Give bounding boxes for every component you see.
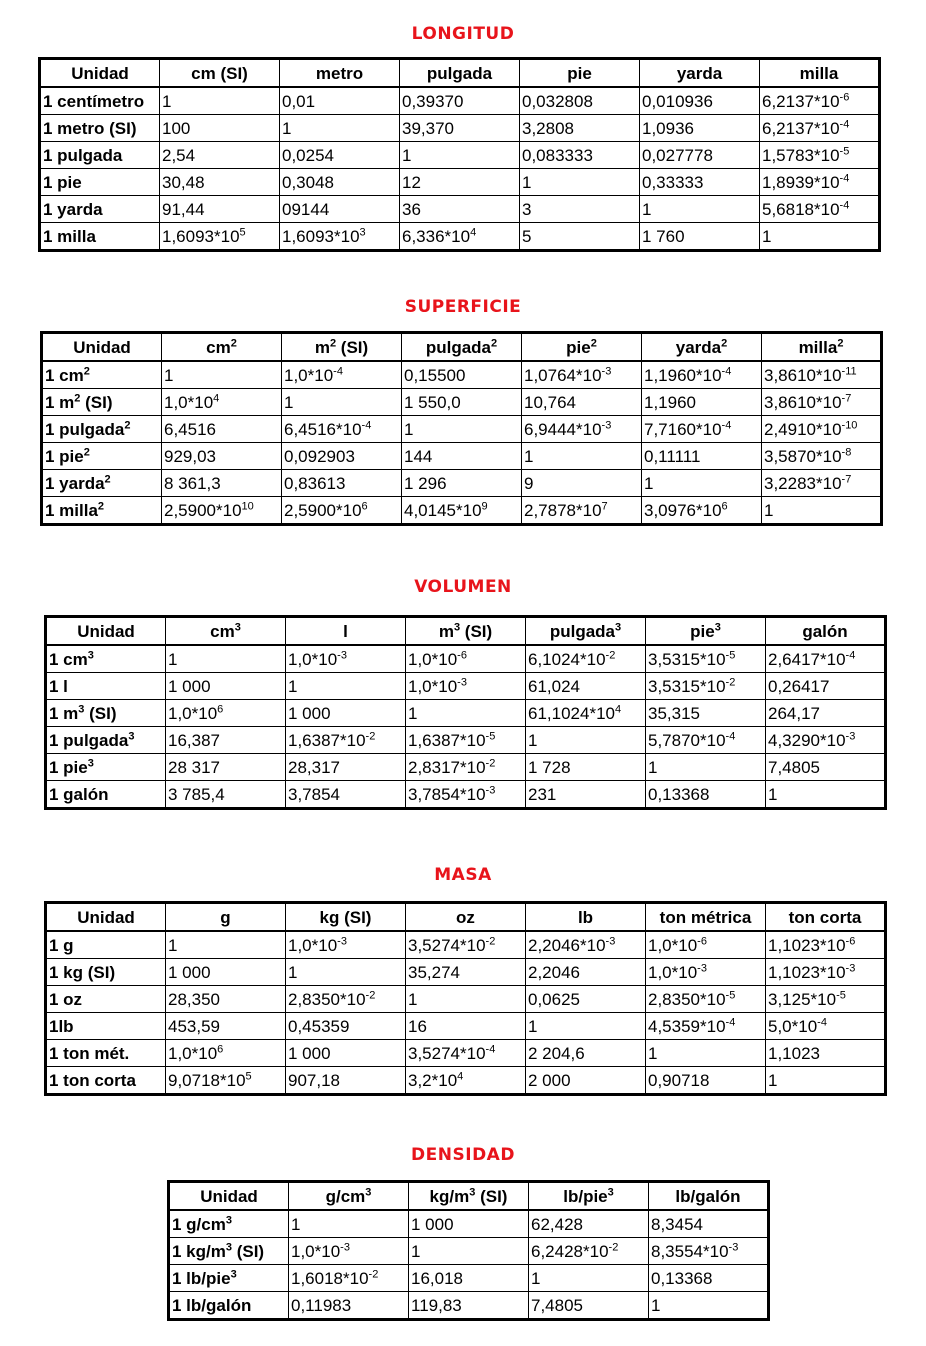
table-cell: $3,0976*10^6$: [642, 497, 762, 525]
table-cell: 0,90718: [646, 1067, 766, 1095]
column-header: g: [166, 903, 286, 932]
table-cell: $3,2*10^4$: [406, 1067, 526, 1095]
row-label: 1 oz: [46, 986, 166, 1013]
table-cell: $1,0*10^{-3}$: [289, 1238, 409, 1265]
table-cell: $1,6093*10^5$: [160, 223, 280, 251]
table-row: [46, 645, 886, 673]
column-header: pulgada$^3$: [526, 617, 646, 646]
table-cell: 1: [280, 115, 400, 142]
table-cell: $1,1960*10^{-4}$: [642, 361, 762, 389]
table-cell: 2,2046: [526, 959, 646, 986]
column-header: metro: [280, 59, 400, 88]
table-cell: 0,010936: [640, 87, 760, 115]
column-header: kg (SI): [286, 903, 406, 932]
table-cell: 1: [409, 1238, 529, 1265]
column-header: oz: [406, 903, 526, 932]
table-cell: 231: [526, 781, 646, 809]
row-label: 1 yarda$^2$: [42, 470, 162, 497]
table-cell: 1 000: [166, 673, 286, 700]
table-cell: 0,13368: [646, 781, 766, 809]
table-cell: 1: [760, 223, 880, 251]
table-cell: $1,0*10^{-6}$: [406, 645, 526, 673]
table-cell: $3,125*10^{-5}$: [766, 986, 886, 1013]
table-row: [40, 87, 880, 115]
row-label: 1 yarda: [40, 196, 160, 223]
masa-table: [44, 901, 887, 1096]
table-cell: $1,5783*10^{-5}$: [760, 142, 880, 169]
table-cell: 1: [166, 931, 286, 959]
row-label: 1 pie: [40, 169, 160, 196]
table-cell: 1: [286, 959, 406, 986]
table-cell: 1: [522, 443, 642, 470]
table-row: [46, 1013, 886, 1040]
table-cell: $1,0*10^{-3}$: [406, 673, 526, 700]
table-row: [42, 416, 882, 443]
table-cell: $3,5870*10^{-8}$: [762, 443, 882, 470]
column-header: $cm^2$: [162, 333, 282, 362]
table-cell: 91,44: [160, 196, 280, 223]
table-cell: 119,83: [409, 1292, 529, 1320]
row-label: 1 milla: [40, 223, 160, 251]
column-header: $kg/m^3$ (SI): [409, 1182, 529, 1211]
table-row: [169, 1265, 769, 1292]
table-cell: 1: [289, 1210, 409, 1238]
table-cell: $3,8610*10^{-7}$: [762, 389, 882, 416]
table-cell: 1: [286, 673, 406, 700]
column-header: lb: [526, 903, 646, 932]
row-label: 1 ton mét.: [46, 1040, 166, 1067]
volumen-title: VOLUMEN: [414, 577, 512, 597]
table-cell: $4,3290*10^{-3}$: [766, 727, 886, 754]
table-cell: 1 000: [409, 1210, 529, 1238]
table-cell: 264,17: [766, 700, 886, 727]
table-cell: 1 728: [526, 754, 646, 781]
table-row: [42, 497, 882, 525]
table-cell: $6,9444*10^{-3}$: [522, 416, 642, 443]
row-label: 1 lb/galón: [169, 1292, 289, 1320]
table-cell: 100: [160, 115, 280, 142]
table-cell: 0,0625: [526, 986, 646, 1013]
column-header: pie$^3$: [646, 617, 766, 646]
row-label: 1 $m^2$ (SI): [42, 389, 162, 416]
table-cell: $6,336*10^4$: [400, 223, 520, 251]
table-cell: 0,13368: [649, 1265, 769, 1292]
table-row: [46, 1067, 886, 1095]
table-cell: $2,6417*10^{-4}$: [766, 645, 886, 673]
table-header-row: [169, 1182, 769, 1211]
table-cell: 36: [400, 196, 520, 223]
table-cell: 0,15500: [402, 361, 522, 389]
table-cell: 0,26417: [766, 673, 886, 700]
table-cell: 1: [762, 497, 882, 525]
row-label: 1 $cm^3$: [46, 645, 166, 673]
column-header: l: [286, 617, 406, 646]
column-header: yarda: [640, 59, 760, 88]
table-row: [46, 781, 886, 809]
table-cell: 1: [526, 1013, 646, 1040]
table-cell: $6,2137*10^{-6}$: [760, 87, 880, 115]
table-cell: $4,0145*10^9$: [402, 497, 522, 525]
column-header: ton corta: [766, 903, 886, 932]
column-header: $g/cm^3$: [289, 1182, 409, 1211]
longitud-table: [38, 57, 881, 252]
volumen-table: [44, 615, 887, 810]
table-cell: 16,387: [166, 727, 286, 754]
table-cell: 0,11111: [642, 443, 762, 470]
table-cell: $3,5315*10^{-2}$: [646, 673, 766, 700]
row-label: 1 centímetro: [40, 87, 160, 115]
table-cell: 1: [406, 986, 526, 1013]
masa-title: MASA: [434, 865, 492, 885]
row-label: 1 pulgada: [40, 142, 160, 169]
table-row: [169, 1292, 769, 1320]
row-label: 1 metro (SI): [40, 115, 160, 142]
column-header: lb/galón: [649, 1182, 769, 1211]
table-cell: 1: [400, 142, 520, 169]
row-label: 1lb: [46, 1013, 166, 1040]
table-cell: $1,0*10^{-4}$: [282, 361, 402, 389]
table-row: [46, 959, 886, 986]
table-cell: 0,39370: [400, 87, 520, 115]
table-cell: 1,0936: [640, 115, 760, 142]
table-header-row: [46, 617, 886, 646]
column-header: milla: [760, 59, 880, 88]
row-label: 1 pie$^2$: [42, 443, 162, 470]
column-header: lb/pie$^3$: [529, 1182, 649, 1211]
column-header: Unidad: [46, 903, 166, 932]
table-cell: $3,5315*10^{-5}$: [646, 645, 766, 673]
table-row: [42, 443, 882, 470]
table-cell: 1: [520, 169, 640, 196]
table-cell: $9,0718*10^5$: [166, 1067, 286, 1095]
table-cell: $1,0*10^6$: [166, 700, 286, 727]
table-cell: 30,48: [160, 169, 280, 196]
row-label: 1 $cm^2$: [42, 361, 162, 389]
table-cell: 1: [406, 700, 526, 727]
table-cell: $2,5900*10^{10}$: [162, 497, 282, 525]
table-cell: $6,2137*10^{-4}$: [760, 115, 880, 142]
table-cell: $8,3554*10^{-3}$: [649, 1238, 769, 1265]
table-cell: 1,1023: [766, 1040, 886, 1067]
table-cell: $1,0*10^{-3}$: [286, 645, 406, 673]
table-cell: $6,2428*10^{-2}$: [529, 1238, 649, 1265]
table-cell: 16: [406, 1013, 526, 1040]
table-cell: 2,54: [160, 142, 280, 169]
table-cell: 0,027778: [640, 142, 760, 169]
table-header-row: [40, 59, 880, 88]
table-cell: 28 317: [166, 754, 286, 781]
table-row: [46, 1040, 886, 1067]
column-header: Unidad: [169, 1182, 289, 1211]
column-header: milla$^2$: [762, 333, 882, 362]
table-row: [46, 931, 886, 959]
table-cell: 12: [400, 169, 520, 196]
row-label: 1 pie$^3$: [46, 754, 166, 781]
table-cell: $1,6387*10^{-5}$: [406, 727, 526, 754]
column-header: Unidad: [46, 617, 166, 646]
table-cell: 0,83613: [282, 470, 402, 497]
longitud-title: LONGITUD: [411, 24, 515, 44]
row-label: 1 l: [46, 673, 166, 700]
table-cell: 3: [520, 196, 640, 223]
column-header: Unidad: [40, 59, 160, 88]
table-cell: 62,428: [529, 1210, 649, 1238]
table-row: [46, 727, 886, 754]
column-header: galón: [766, 617, 886, 646]
table-cell: 1: [526, 727, 646, 754]
table-row: [42, 470, 882, 497]
table-cell: $1,6387*10^{-2}$: [286, 727, 406, 754]
table-row: [40, 196, 880, 223]
table-row: [46, 754, 886, 781]
table-cell: 1: [640, 196, 760, 223]
table-row: [42, 389, 882, 416]
row-label: 1 pulgada$^2$: [42, 416, 162, 443]
table-cell: 0,11983: [289, 1292, 409, 1320]
table-cell: 5: [520, 223, 640, 251]
table-cell: 0,3048: [280, 169, 400, 196]
table-cell: $2,8350*10^{-2}$: [286, 986, 406, 1013]
table-cell: 1: [646, 1040, 766, 1067]
table-row: [46, 673, 886, 700]
table-cell: 1: [282, 389, 402, 416]
row-label: 1 pulgada$^3$: [46, 727, 166, 754]
table-cell: 1 550,0: [402, 389, 522, 416]
column-header: yarda$^2$: [642, 333, 762, 362]
table-cell: 0,083333: [520, 142, 640, 169]
table-cell: $61,1024*10^4$: [526, 700, 646, 727]
table-cell: $2,7878*10^7$: [522, 497, 642, 525]
densidad-table: [167, 1180, 770, 1321]
row-label: 1 $kg/m^3$ (SI): [169, 1238, 289, 1265]
table-cell: $6,4516*10^{-4}$: [282, 416, 402, 443]
table-cell: 929,03: [162, 443, 282, 470]
superficie-table: [40, 331, 883, 526]
table-cell: $4,5359*10^{-4}$: [646, 1013, 766, 1040]
table-cell: 1: [642, 470, 762, 497]
table-cell: 1 000: [286, 700, 406, 727]
table-cell: 1: [646, 754, 766, 781]
table-cell: $1,0*10^{-3}$: [646, 959, 766, 986]
table-cell: 1: [649, 1292, 769, 1320]
row-label: 1 $m^3$ (SI): [46, 700, 166, 727]
table-cell: 1: [162, 361, 282, 389]
table-cell: $1,8939*10^{-4}$: [760, 169, 880, 196]
table-cell: $1,6093*10^3$: [280, 223, 400, 251]
table-cell: 1 296: [402, 470, 522, 497]
row-label: 1 g: [46, 931, 166, 959]
table-cell: 0,032808: [520, 87, 640, 115]
column-header: pie$^2$: [522, 333, 642, 362]
row-label: 1 milla$^2$: [42, 497, 162, 525]
column-header: pulgada$^2$: [402, 333, 522, 362]
table-cell: $5,6818*10^{-4}$: [760, 196, 880, 223]
table-cell: $1,0764*10^{-3}$: [522, 361, 642, 389]
table-cell: 28,350: [166, 986, 286, 1013]
table-cell: 907,18: [286, 1067, 406, 1095]
table-cell: 16,018: [409, 1265, 529, 1292]
table-cell: 1 000: [286, 1040, 406, 1067]
column-header: $m^2$ (SI): [282, 333, 402, 362]
table-row: [46, 700, 886, 727]
table-cell: $1,0*10^{-3}$: [286, 931, 406, 959]
table-cell: 3,2808: [520, 115, 640, 142]
table-cell: $5,7870*10^{-4}$: [646, 727, 766, 754]
table-header-row: [46, 903, 886, 932]
superficie-title: SUPERFICIE: [404, 297, 522, 317]
table-row: [169, 1210, 769, 1238]
table-cell: $1,0*10^4$: [162, 389, 282, 416]
table-cell: $2,5900*10^6$: [282, 497, 402, 525]
table-cell: $6,1024*10^{-2}$: [526, 645, 646, 673]
table-cell: 10,764: [522, 389, 642, 416]
table-cell: $7,7160*10^{-4}$: [642, 416, 762, 443]
table-cell: 7,4805: [529, 1292, 649, 1320]
table-cell: $3,5274*10^{-2}$: [406, 931, 526, 959]
table-cell: 2 000: [526, 1067, 646, 1095]
table-cell: $1,1023*10^{-3}$: [766, 959, 886, 986]
table-cell: 2 204,6: [526, 1040, 646, 1067]
table-cell: 1 760: [640, 223, 760, 251]
table-cell: $3,5274*10^{-4}$: [406, 1040, 526, 1067]
table-cell: $3,7854*10^{-3}$: [406, 781, 526, 809]
row-label: 1 galón: [46, 781, 166, 809]
column-header: pulgada: [400, 59, 520, 88]
column-header: ton métrica: [646, 903, 766, 932]
table-cell: 0,45359: [286, 1013, 406, 1040]
table-row: [40, 223, 880, 251]
table-cell: 1: [766, 1067, 886, 1095]
table-cell: 8 361,3: [162, 470, 282, 497]
table-row: [40, 169, 880, 196]
table-cell: 1 000: [166, 959, 286, 986]
row-label: 1 ton corta: [46, 1067, 166, 1095]
table-cell: 0,01: [280, 87, 400, 115]
table-cell: 1: [402, 416, 522, 443]
table-cell: 3 785,4: [166, 781, 286, 809]
table-cell: $1,0*10^{-6}$: [646, 931, 766, 959]
table-cell: 28,317: [286, 754, 406, 781]
table-row: [40, 115, 880, 142]
table-cell: 35,315: [646, 700, 766, 727]
row-label: 1 $g/cm^3$: [169, 1210, 289, 1238]
table-cell: 7,4805: [766, 754, 886, 781]
column-header: Unidad: [42, 333, 162, 362]
table-cell: $1,0*10^6$: [166, 1040, 286, 1067]
table-cell: 3,7854: [286, 781, 406, 809]
table-cell: $2,2046*10^{-3}$: [526, 931, 646, 959]
table-row: [40, 142, 880, 169]
table-cell: $3,2283*10^{-7}$: [762, 470, 882, 497]
table-header-row: [42, 333, 882, 362]
column-header: $cm^3$: [166, 617, 286, 646]
table-cell: 0,33333: [640, 169, 760, 196]
column-header: $m^3$ (SI): [406, 617, 526, 646]
table-cell: 9: [522, 470, 642, 497]
table-cell: 144: [402, 443, 522, 470]
table-row: [169, 1238, 769, 1265]
table-cell: 1,1960: [642, 389, 762, 416]
table-cell: 0,092903: [282, 443, 402, 470]
table-cell: 1: [166, 645, 286, 673]
table-row: [42, 361, 882, 389]
table-cell: 35,274: [406, 959, 526, 986]
table-cell: $5,0*10^{-4}$: [766, 1013, 886, 1040]
column-header: pie: [520, 59, 640, 88]
table-cell: $3,8610*10^{-11}$: [762, 361, 882, 389]
table-cell: 1: [766, 781, 886, 809]
table-cell: 0,0254: [280, 142, 400, 169]
densidad-title: DENSIDAD: [411, 1145, 515, 1165]
table-cell: 453,59: [166, 1013, 286, 1040]
column-header: cm (SI): [160, 59, 280, 88]
row-label: 1 kg (SI): [46, 959, 166, 986]
table-cell: $2,8350*10^{-5}$: [646, 986, 766, 1013]
table-cell: 09144: [280, 196, 400, 223]
table-cell: $2,8317*10^{-2}$: [406, 754, 526, 781]
table-cell: 61,024: [526, 673, 646, 700]
table-cell: 39,370: [400, 115, 520, 142]
table-cell: $2,4910*10^{-10}$: [762, 416, 882, 443]
table-cell: 1: [160, 87, 280, 115]
row-label: 1 lb/pie$^3$: [169, 1265, 289, 1292]
table-row: [46, 986, 886, 1013]
table-cell: $1,6018*10^{-2}$: [289, 1265, 409, 1292]
table-cell: 1: [529, 1265, 649, 1292]
table-cell: $1,1023*10^{-6}$: [766, 931, 886, 959]
table-cell: 6,4516: [162, 416, 282, 443]
table-cell: 8,3454: [649, 1210, 769, 1238]
